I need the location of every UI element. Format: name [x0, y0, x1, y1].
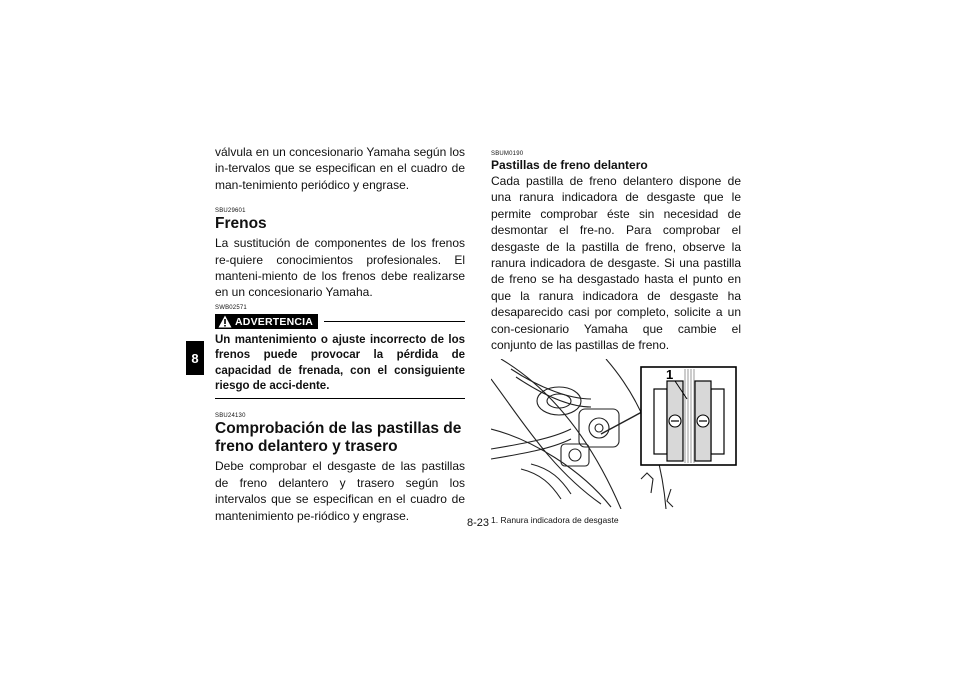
frenos-paragraph: La sustitución de componentes de los frenos re-quiere conocimientos profesionales. El manteni-miento de los frenos debe realizarse en un concesionario Yamaha. — [215, 236, 465, 300]
left-column — [215, 144, 465, 524]
brake-pad-illustration — [491, 359, 741, 509]
pastillas-heading: Pastillas de freno delantero — [491, 158, 648, 172]
pastillas-paragraph: Cada pastilla de freno delantero dispone de una ranura indicadora de desgaste que le permite comprobar éste sin necesidad de desmontar el fre-no. Para comprobar el desgaste de la pastilla de freno, observe la ranura indicadora de desgaste. Si una pastilla de freno se ha desgastado hasta el punto en que la ranura indicadora de desgaste ha desaparecido casi por completo, solicite a un con-cesionario Yamaha que cambie el conjunto de las pastillas de freno. — [491, 174, 741, 353]
pastillas-code: SBUM0190 — [491, 151, 524, 157]
right-column — [491, 150, 741, 525]
brake-caliper-drawing — [491, 359, 741, 509]
intro-paragraph: válvula en un concesionario Yamaha según los in-tervalos que se especifican en el cuadro de man-tenimiento periódico y engrase. — [215, 145, 465, 192]
warning-triangle-icon — [218, 315, 232, 328]
comprobacion-heading: Comprobación de las pastillas de freno delantero y trasero — [215, 420, 462, 456]
warning-text: Un mantenimiento o ajuste incorrecto de los frenos puede provocar la pérdida de capacidad de frenada, con el consiguiente riesgo de acci-dente. — [215, 333, 465, 393]
chapter-tab-number: 8 — [191, 350, 199, 366]
figure-caption: 1. Ranura indicadora de desgaste — [491, 515, 619, 526]
warning-code: SWB02571 — [215, 304, 247, 311]
figure-callout-number: 1 — [666, 367, 674, 383]
comprobacion-paragraph: Debe comprobar el desgaste de las pastillas de freno delantero y trasero según los intervalos que se especifican en el cuadro de mantenimiento pe-riódico y engrase. — [215, 459, 465, 523]
warning-header-rule — [324, 321, 465, 322]
frenos-code: SBU29601 — [215, 208, 246, 215]
warning-badge — [215, 314, 318, 329]
chapter-tab — [186, 341, 204, 375]
warning-label: ADVERTENCIA — [235, 315, 314, 328]
frenos-heading: Frenos — [215, 215, 267, 233]
comprobacion-code: SBU24130 — [215, 413, 246, 420]
warning-header — [215, 313, 465, 331]
page-number: 8-23 — [467, 517, 490, 529]
